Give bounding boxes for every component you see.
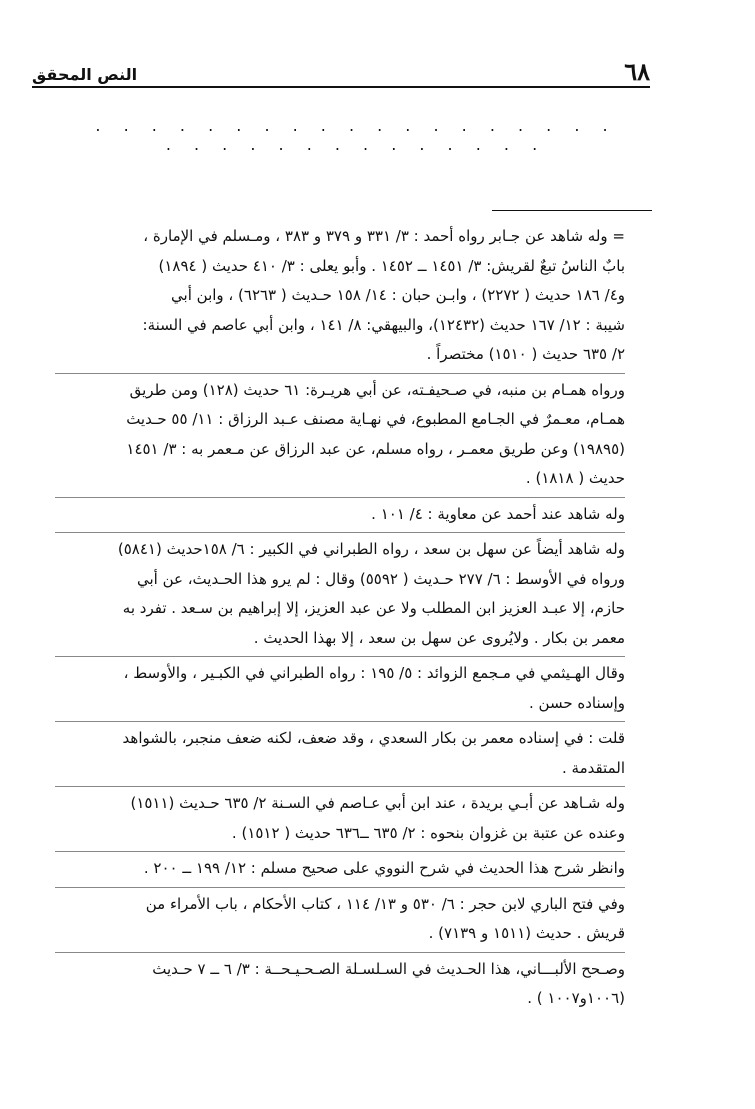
footnote-line: وإسناده حسن . [529, 693, 625, 712]
footnote-line: وله شاهد عند أحمد عن معاوية : ٤/ ١٠١ . [371, 504, 625, 523]
footnote-line: وقال الهـيثمي في مـجمع الزوائد : ٥/ ١٩٥ : رواه الطبراني في الكبـير ، والأوسط ، [123, 664, 625, 682]
footnote-line: وانظر شرح هذا الحديث في شرح النووي على صحيح مسلم : ١٢/ ١٩٩ ــ ٢٠٠ . [143, 859, 625, 877]
footnote-line: وله شاهد أيضاً عن سهل بن سعد ، رواه الطبراني في الكبير : ٦/ ١٥٨حديث (٥٨٤١) [117, 540, 625, 558]
footnote-line: وعنده عن عتبة بن غزوان بنحوه : ٢/ ٦٣٥ ــ٦٣٦ حديث ( ١٥١٢) . [231, 823, 625, 842]
footnote-line: ٢/ ٦٣٥ حديث ( ١٥١٠) مختصراً . [426, 345, 625, 363]
footnote-separator [492, 210, 652, 211]
footnote-line: شيبة : ١٢/ ١٦٧ حديث (١٢٤٣٢)، والبيهقي: ٨/ ١٤١ ، وابن أبي عاصم في السنة: [142, 315, 625, 334]
footnote-line: حازم، إلا عبـد العزيز ابن المطلب ولا عن عبد العزيز، إلا إبراهيم بن سـعد . تفرد به [122, 599, 625, 617]
footnote-line: ورواه في الأوسط : ٦/ ٢٧٧ حـديث ( ٥٥٩٢) وقال : لم يرو هذا الحـديث، عن أبي [136, 569, 625, 588]
header-rule [32, 86, 650, 88]
footnote-paragraph [55, 500, 625, 530]
footnote-paragraph [55, 376, 625, 494]
footnote-paragraph [55, 789, 625, 848]
footnote-line: و٤/ ١٨٦ حديث ( ٢٢٧٢) ، وابـن حبان : ١٤/ ١٥٨ حـديث ( ٦٢٦٣) ، وابن أبي [171, 286, 625, 304]
footnote-line: قلت : في إسناده معمر بن بكار السعدي ، وقد ضعف، لكنه ضعف منجبر، بالشواهد [122, 729, 625, 747]
footnote-line: قريش . حديث (١٥١١ و ٧١٣٩) . [428, 924, 625, 942]
footnote-line: حديث ( ١٨١٨) . [525, 469, 625, 487]
paragraph-divider [55, 532, 625, 533]
footnote-paragraph [55, 955, 625, 1014]
footnote-line: (١٠٠٦و١٠٠٧ ) . [527, 989, 625, 1007]
paragraph-divider [55, 786, 625, 787]
paragraph-divider [55, 373, 625, 374]
paragraph-divider [55, 656, 625, 657]
running-title: النص المحقق [32, 65, 138, 84]
paragraph-divider [55, 851, 625, 852]
footnote-line: بابٌ الناسُ تبعٌ لقريش: ٣/ ١٤٥١ ــ ١٤٥٢ . وأبو يعلى : ٣/ ٤١٠ حديث ( ١٨٩٤) [158, 256, 625, 275]
footnote-line: وصـحح الألبـــاني، هذا الحـديث في السـلسـلة الصـحـيـحــة : ٣/ ٦ ــ ٧ حـديث [152, 959, 625, 978]
footnote-line: وفي فتح الباري لابن حجر : ٦/ ٥٣٠ و ١٣/ ١١٤ ، كتاب الأحكام ، باب الأمراء من [145, 894, 625, 913]
footnote-paragraph [55, 535, 625, 653]
footnote-paragraph [55, 890, 625, 949]
footnotes-block [55, 222, 625, 1014]
footnote-line: معمر بن بكار . ولايُروى عن سهل بن سعد ، إلا بهذا الحديث . [253, 628, 625, 647]
footnote-line: وله شـاهد عن أبـي بريدة ، عند ابن أبي عـاصم في السـنة ٢/ ٦٣٥ حـديث (١٥١١) [130, 794, 625, 812]
footnote-paragraph [55, 659, 625, 718]
page-header [32, 52, 650, 84]
footnote-paragraph [55, 854, 625, 884]
page-number: ٦٨ [624, 57, 650, 86]
footnote-paragraph [55, 222, 625, 370]
paragraph-divider [55, 721, 625, 722]
footnote-line: ورواه همـام بن منبه، في صـحيفـته، عن أبي هريـرة: ٦١ حديث (١٢٨) ومن طريق [129, 380, 625, 399]
footnote-paragraph [55, 724, 625, 783]
footnote-line: المتقدمة . [561, 758, 625, 777]
footnote-line: (١٩٨٩٥) وعن طريق معمـر ، رواه مسلم، عن عبد الرزاق عن مـعمر به : ٣/ ١٤٥١ [126, 439, 625, 458]
footnote-line: همـام، معـمرٌ في الجـامع المطبوع، في نهـاية مصنف عـبد الرزاق : ١١/ ٥٥ حـديث [126, 410, 625, 428]
ellipsis-row: . . . . . . . . . . . . . . . . . . . . . . . . . . . . . . . . . [95, 116, 617, 154]
paragraph-divider [55, 952, 625, 953]
paragraph-divider [55, 497, 625, 498]
paragraph-divider [55, 887, 625, 888]
footnote-line: = وله شاهد عن جـابر رواه أحمد : ٣/ ٣٣١ و ٣٧٩ و ٣٨٣ ، ومـسلم في الإمارة ، [143, 227, 625, 245]
